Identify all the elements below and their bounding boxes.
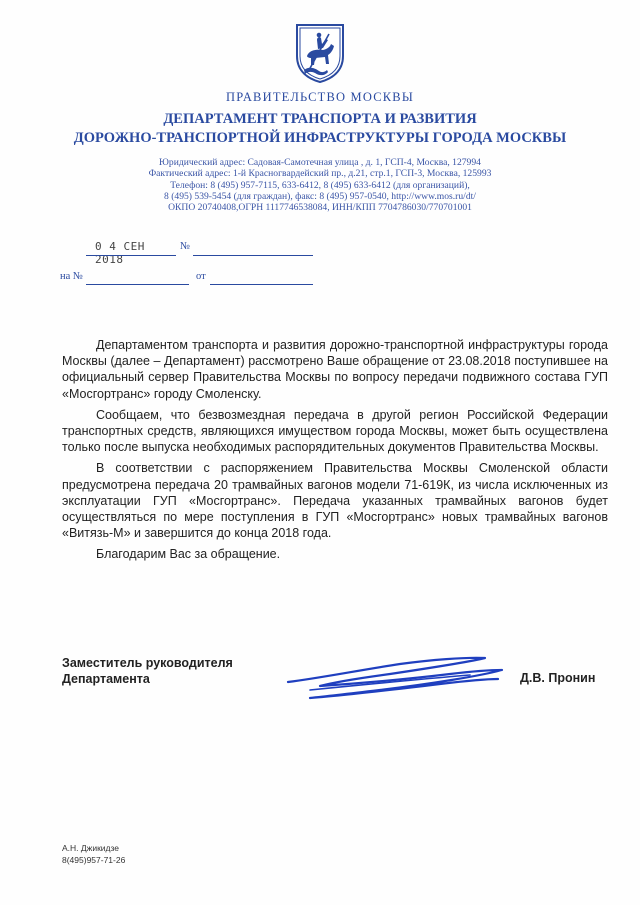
handwritten-signature	[280, 640, 520, 705]
department-contacts	[0, 157, 640, 213]
reference-date-label: от	[196, 271, 206, 282]
department-name-line1: ДЕПАРТАМЕНТ ТРАНСПОРТА И РАЗВИТИЯ	[163, 111, 477, 127]
executor-info	[62, 842, 125, 866]
date-underline	[86, 255, 176, 256]
registration-codes: ОКПО 20740408,ОГРН 1117746538084, ИНН/КПП 7704786030/770701001	[168, 202, 472, 214]
department-name-line2: ДОРОЖНО-ТРАНСПОРТНОЙ ИНФРАСТРУКТУРЫ ГОРОДА МОСКВЫ	[73, 130, 567, 146]
body-paragraph-3: В соответствии с распоряжением Правительства Москвы Смоленской области предусмотрена передача 20 трамвайных вагонов модели 71-619К, из числа исключенных из эксплуатации ГУП «Мосгортранс». Передача указанных трамвайных вагонов будет осуществляться по мере поступления в ГУП «Мосгортранс» новых трамвайных вагонов «Витязь-М» и завершится до конца 2018 года.	[62, 461, 608, 541]
reference-number-underline	[86, 284, 189, 285]
executor-name: А.Н. Джикидзе	[62, 843, 120, 853]
legal-address: Юридический адрес: Садовая-Самотечная улица , д. 1, ГСП-4, Москва, 127994	[159, 157, 481, 168]
reference-number-label: на №	[60, 271, 83, 282]
signer-title-line2: Департамента	[62, 672, 150, 686]
actual-address: Фактический адрес: 1-й Красногвардейский пр., д.21, стр.1, ГСП-3, Москва, 125993	[148, 168, 492, 180]
number-label: №	[180, 241, 191, 252]
moscow-coat-of-arms-icon	[291, 22, 349, 84]
body-paragraph-1: Департаментом транспорта и развития дорожно-транспортной инфраструктуры города Москвы (далее – Департамент) рассмотрено Ваше обращение от 23.08.2018 поступившее на официальный сервер Правительства Москвы по вопросу передачи подвижного состава ГУП «Мосгортранс» городу Смоленску.	[62, 338, 608, 401]
signer-title-line1: Заместитель руководителя	[62, 656, 233, 670]
phones-line: Телефон: 8 (495) 957-7115, 633-6412, 8 (495) 633-6412 (для организаций),	[170, 179, 470, 191]
executor-phone: 8(495)957-71-26	[62, 855, 126, 865]
date-stamp: 0 4 СЕН 2018	[95, 240, 145, 266]
signer-name: Д.В. Пронин	[520, 671, 596, 685]
government-name: ПРАВИТЕЛЬСТВО МОСКВЫ	[226, 90, 414, 104]
phones-fax-website: 8 (495) 539-5454 (для граждан), факс: 8 (495) 957-0540, http://www.mos.ru/dt/	[164, 190, 476, 202]
department-name	[0, 110, 640, 148]
body-paragraph-2: Сообщаем, что безвозмездная передача в другой регион Российской Федерации транспортных средств, являющихся имуществом города Москвы, может быть осуществлена только после выпуска необходимых распорядительных документов Правительства Москвы.	[62, 407, 608, 455]
signer-title	[62, 655, 233, 687]
reference-date-underline	[210, 284, 313, 285]
number-underline	[193, 255, 313, 256]
letter-body	[62, 337, 608, 568]
body-paragraph-4: Благодарим Вас за обращение.	[96, 547, 281, 562]
